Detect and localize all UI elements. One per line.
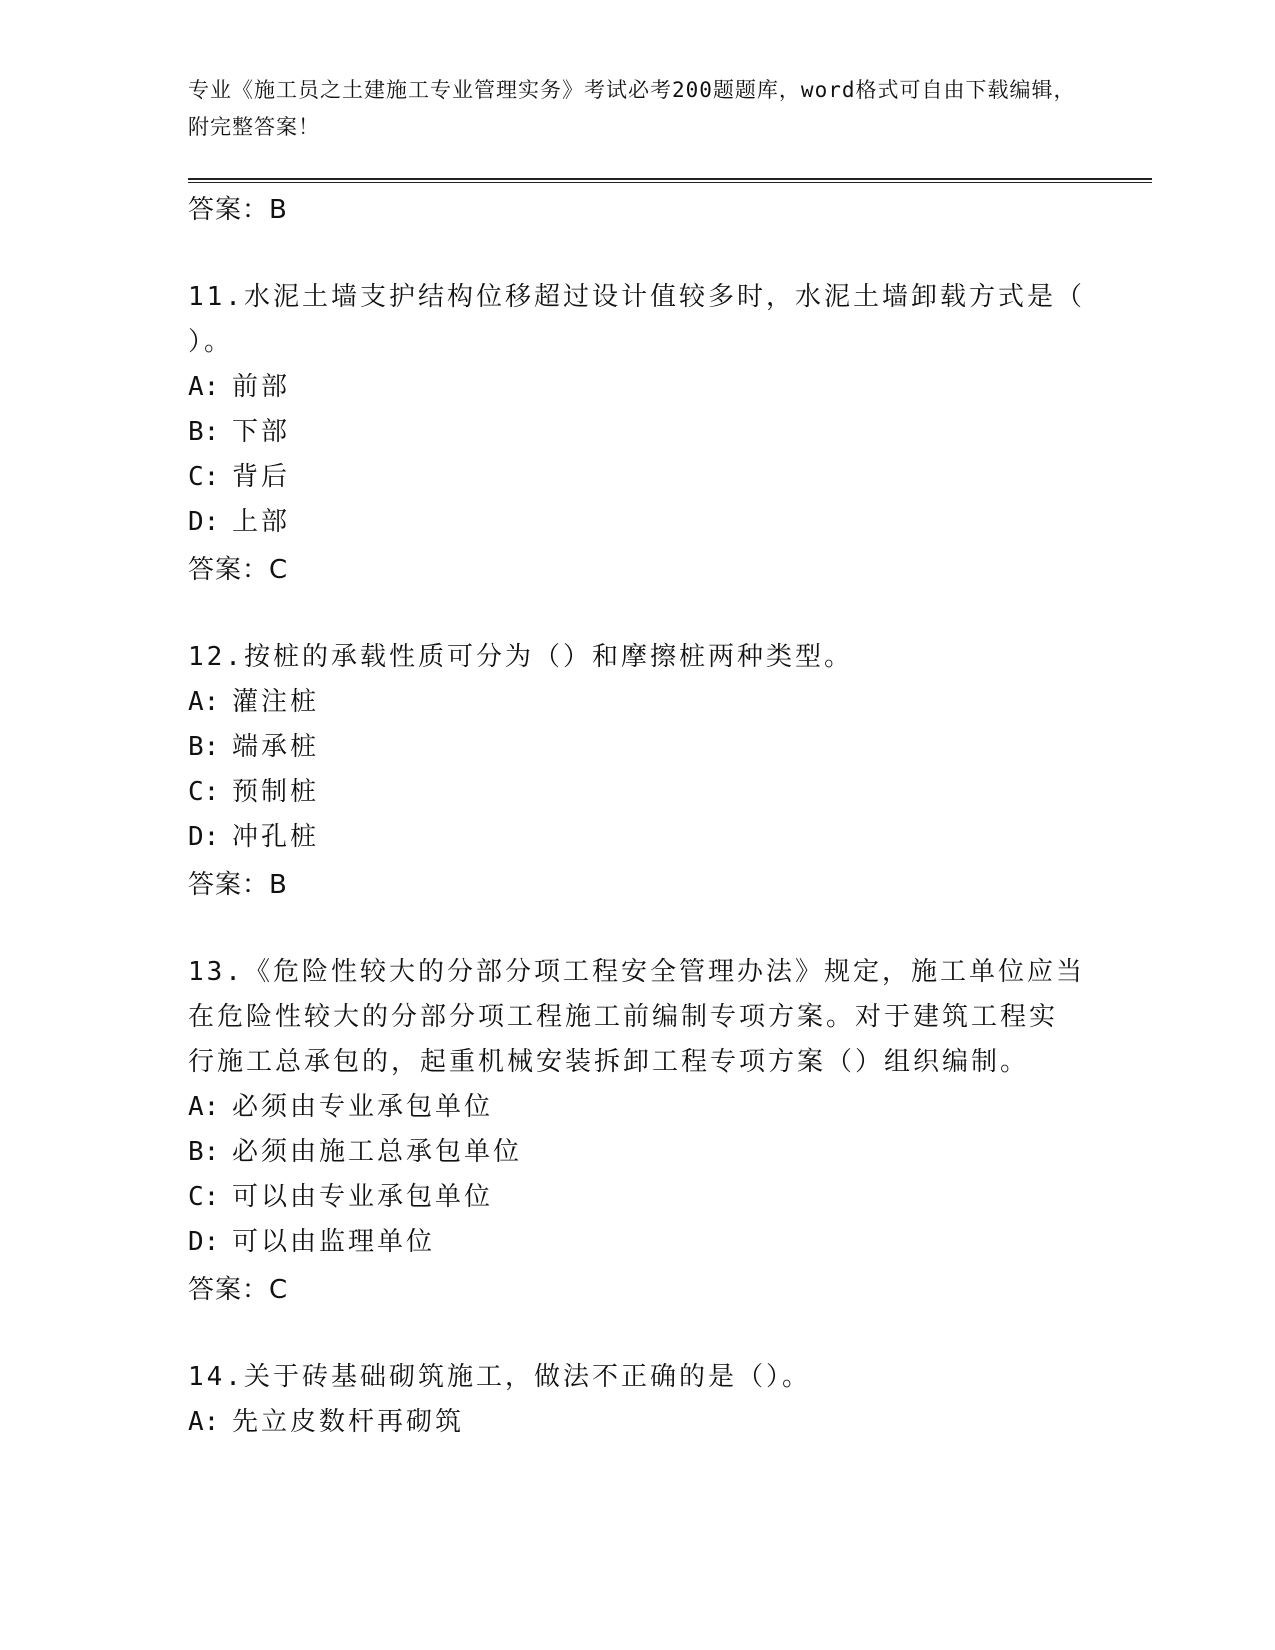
question-stem: 11.水泥土墙支护结构位移超过设计值较多时，水泥土墙卸载方式是（ (188, 282, 1085, 312)
answer-label: 答案：C (188, 555, 289, 585)
header-divider (188, 178, 1152, 183)
option-text: 必须由专业承包单位 (232, 1092, 494, 1122)
option-d (188, 815, 1088, 860)
option-letter: D: (188, 507, 220, 537)
question-item (188, 275, 1088, 595)
option-letter: B: (188, 417, 220, 447)
option-text: 可以由专业承包单位 (232, 1182, 494, 1212)
option-letter: B: (188, 732, 220, 762)
question-item (188, 1355, 1088, 1445)
option-letter: B: (188, 1137, 220, 1167)
question-item (188, 635, 1088, 910)
answer-label: 答案：C (188, 1275, 289, 1305)
option-a (188, 1085, 1088, 1130)
option-letter: C: (188, 1182, 220, 1212)
option-text: 上部 (232, 507, 291, 537)
question-stem: ）。 (188, 327, 234, 357)
option-a (188, 680, 1088, 725)
option-letter: D: (188, 822, 220, 852)
option-letter: A: (188, 687, 220, 717)
question-item (188, 950, 1088, 1315)
option-text: 必须由施工总承包单位 (232, 1137, 523, 1167)
question-stem: 在危险性较大的分部分项工程施工前编制专项方案。对于建筑工程实 (188, 1002, 1059, 1032)
option-b (188, 1130, 1088, 1175)
question-list (188, 185, 1088, 1445)
option-text: 冲孔桩 (232, 822, 320, 852)
option-text: 端承桩 (232, 732, 320, 762)
question-stem: 12.按桩的承载性质可分为（）和摩擦桩两种类型。 (188, 642, 853, 672)
answer-label: 答案：B (188, 870, 288, 900)
option-letter: C: (188, 462, 220, 492)
option-c (188, 770, 1088, 815)
option-text: 下部 (232, 417, 291, 447)
option-letter: A: (188, 1092, 220, 1122)
option-letter: D: (188, 1227, 220, 1257)
option-b (188, 410, 1088, 455)
option-a (188, 365, 1088, 410)
option-text: 先立皮数杆再砌筑 (232, 1407, 465, 1437)
option-b (188, 725, 1088, 770)
option-text: 预制桩 (232, 777, 320, 807)
option-c (188, 455, 1088, 500)
page-header: 专业《施工员之土建施工专业管理实务》考试必考200题题库，word格式可自由下载编辑，附完整答案！ (188, 78, 1076, 139)
option-text: 可以由监理单位 (232, 1227, 436, 1257)
option-letter: A: (188, 372, 220, 402)
option-letter: C: (188, 777, 220, 807)
option-text: 背后 (232, 462, 291, 492)
option-d (188, 1220, 1088, 1265)
option-letter: A: (188, 1407, 220, 1437)
option-c (188, 1175, 1088, 1220)
option-d (188, 500, 1088, 545)
option-text: 灌注桩 (232, 687, 320, 717)
option-text: 前部 (232, 372, 291, 402)
question-stem: 14.关于砖基础砌筑施工，做法不正确的是（）。 (188, 1362, 811, 1392)
question-stem: 13.《危险性较大的分部分项工程安全管理办法》规定，施工单位应当 (188, 957, 1085, 987)
question-stem: 行施工总承包的，起重机械安装拆卸工程专项方案（）组织编制。 (188, 1047, 1030, 1077)
answer-label: 答案：B (188, 195, 288, 225)
option-a (188, 1400, 1088, 1445)
